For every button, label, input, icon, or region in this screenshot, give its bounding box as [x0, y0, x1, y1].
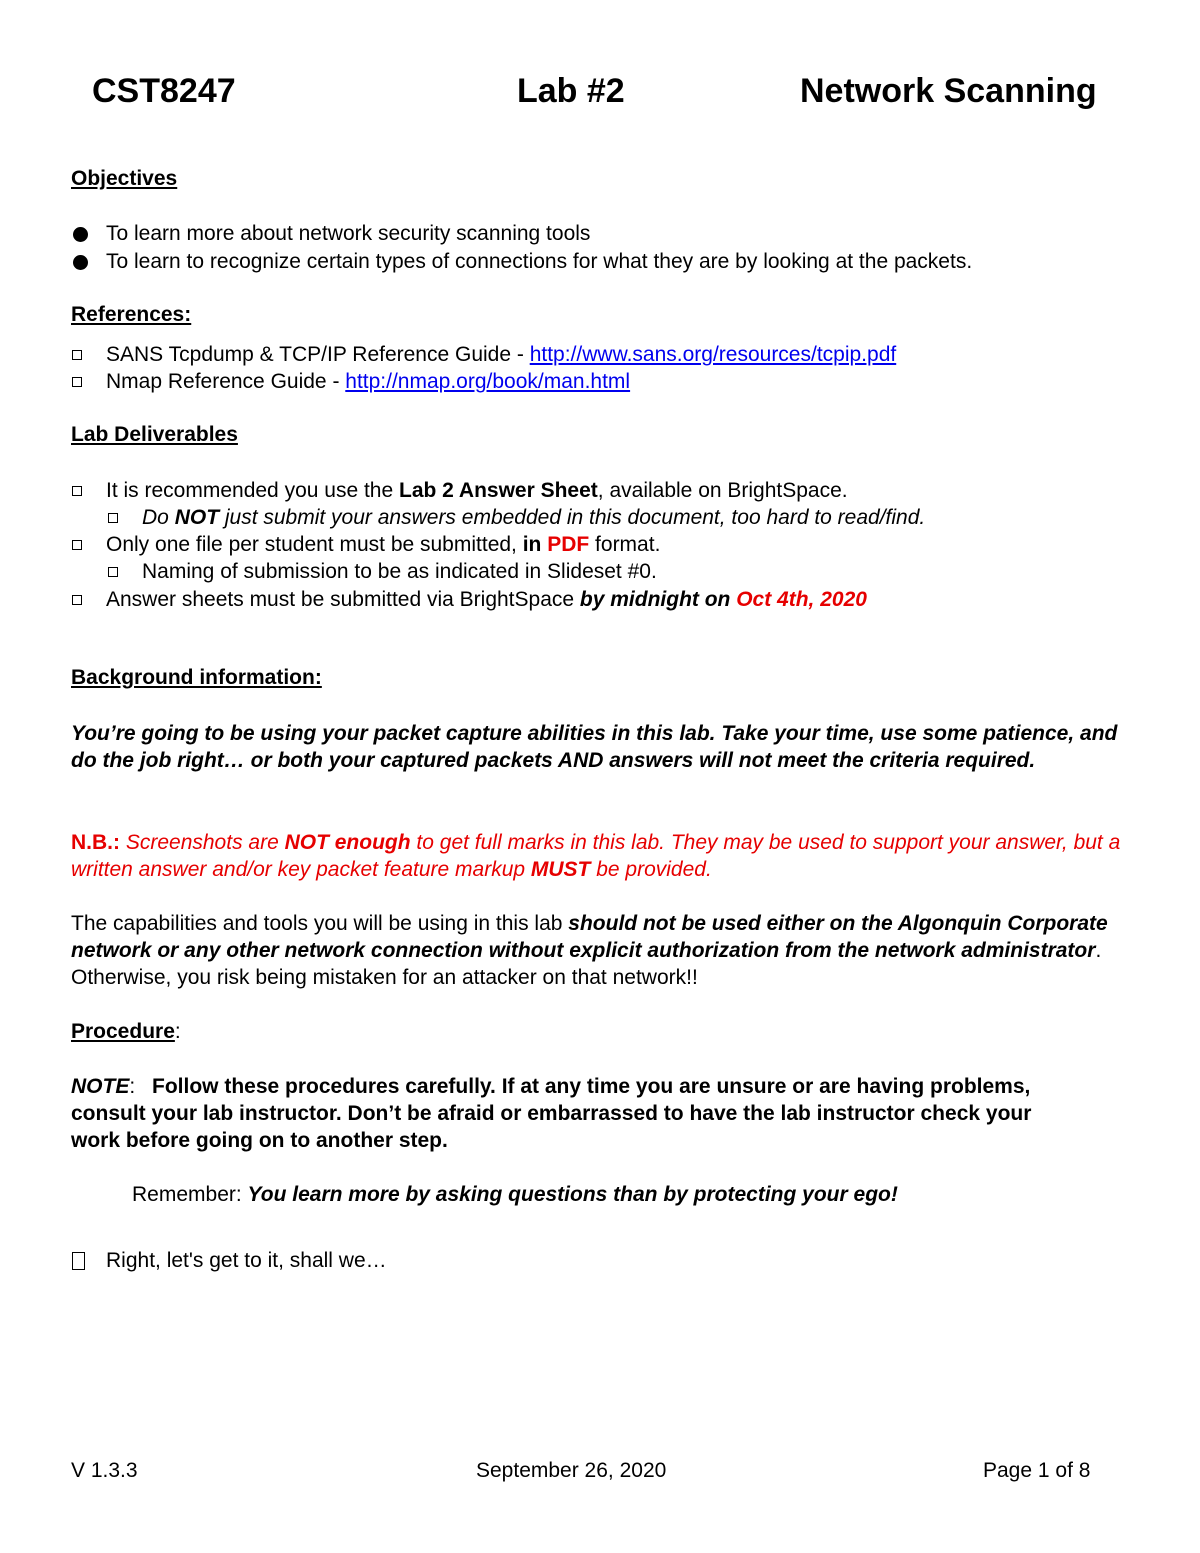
deliverable-subitem: [142, 504, 925, 531]
deliverable-text: Only one file per student must be submitted,: [106, 533, 523, 556]
lab-title: Network Scanning: [800, 72, 1097, 110]
deliverable-text: Answer sheets must be submitted via BrightSpace: [106, 588, 580, 611]
note-label: NOTE: [71, 1075, 130, 1098]
background-heading: Background information:: [71, 666, 322, 689]
reference-label: Nmap Reference Guide -: [106, 370, 346, 393]
paragraph-text: . Otherwise, you risk being mistaken for an attacker on that network!!: [71, 939, 1102, 989]
bullet-dot-icon: [73, 227, 88, 242]
sans-reference-link[interactable]: http://www.sans.org/resources/tcpip.pdf: [529, 343, 897, 366]
nb-text: be provided.: [590, 858, 712, 881]
reference-item: [106, 368, 630, 395]
procedure-heading-line: [71, 1018, 181, 1045]
reference-item: [106, 341, 896, 368]
remember-line: [132, 1181, 898, 1208]
nb-emphasis: MUST: [530, 858, 591, 881]
square-bullet-icon: [72, 350, 82, 360]
remember-label: Remember:: [132, 1183, 248, 1206]
deliverable-text: just submit your answers embedded in this document, too hard to read/find.: [219, 506, 926, 529]
deliverable-text: It is recommended you use the: [106, 479, 399, 502]
objectives-heading: Objectives: [71, 167, 178, 190]
deliverables-heading: Lab Deliverables: [71, 423, 238, 446]
footer-version: V 1.3.3: [71, 1459, 138, 1482]
course-code: CST8247: [92, 72, 236, 110]
square-bullet-icon: [108, 567, 118, 577]
nb-text: to get full marks in this lab. They may be used to support your answer, but a written answer and/or key packet feature markup: [71, 831, 1121, 881]
emphasis-text: by midnight on: [579, 588, 737, 611]
square-bullet-icon: [72, 595, 82, 605]
square-bullet-icon: [72, 377, 82, 387]
background-paragraph: You’re going to be using your packet capture abilities in this lab. Take your time, use some patience, and do the job right… or both your captured packets AND answers will not meet the criteria required.: [71, 722, 1118, 772]
references-heading: References:: [71, 303, 192, 326]
emphasis-text: NOT: [174, 506, 220, 529]
square-bullet-icon: [72, 486, 82, 496]
authorization-warning: should not be used either on the Algonquin Corporate network or any other network connection without explicit authorization from the network administrator: [71, 912, 1108, 962]
final-item: Right, let's get to it, shall we…: [106, 1249, 387, 1272]
deliverable-item: [106, 586, 867, 613]
deliverable-item: [106, 477, 848, 504]
objective-item: To learn more about network security scanning tools: [106, 222, 591, 245]
reference-label: SANS Tcpdump & TCP/IP Reference Guide -: [106, 343, 530, 366]
nmap-reference-link[interactable]: http://nmap.org/book/man.html: [345, 370, 631, 393]
note-separator: :: [129, 1075, 136, 1098]
due-date-text: Oct 4th, 2020: [736, 588, 867, 611]
procedure-heading-colon: :: [174, 1020, 181, 1043]
footer-date: September 26, 2020: [476, 1459, 667, 1482]
objective-item: To learn to recognize certain types of connections for what they are by looking at the packets.: [106, 250, 973, 273]
footer-page-number: Page 1 of 8: [983, 1459, 1091, 1482]
pdf-format-text: PDF: [547, 533, 590, 556]
deliverable-text: , available on BrightSpace.: [597, 479, 848, 502]
remember-text: You learn more by asking questions than by protecting your ego!: [247, 1183, 898, 1206]
square-bullet-icon: [108, 513, 118, 523]
deliverable-text: Do: [142, 506, 175, 529]
note-text: Follow these procedures carefully. If at any time you are unsure or are having problems, consult your lab instructor. Don’t be afraid or embarrassed to have the lab instructor check your work before going on to another step.: [71, 1075, 1032, 1152]
deliverable-subitem: Naming of submission to be as indicated in Slideset #0.: [142, 560, 657, 583]
nb-emphasis: NOT enough: [284, 831, 411, 854]
answer-sheet-name: Lab 2 Answer Sheet: [399, 479, 598, 502]
deliverable-text: format.: [589, 533, 661, 556]
paragraph-text: The capabilities and tools you will be using in this lab: [71, 912, 569, 935]
emphasis-text: in: [522, 533, 548, 556]
square-bullet-icon: [72, 540, 82, 550]
lab-number: Lab #2: [517, 72, 625, 110]
nb-text: Screenshots are: [120, 831, 285, 854]
bullet-dot-icon: [73, 255, 88, 270]
nb-label: N.B.:: [71, 831, 120, 854]
checkbox-icon: [72, 1252, 85, 1270]
authorization-paragraph: [71, 910, 1131, 991]
procedure-heading: Procedure: [71, 1020, 175, 1043]
deliverable-item: [106, 531, 660, 558]
nb-paragraph: [71, 829, 1131, 883]
